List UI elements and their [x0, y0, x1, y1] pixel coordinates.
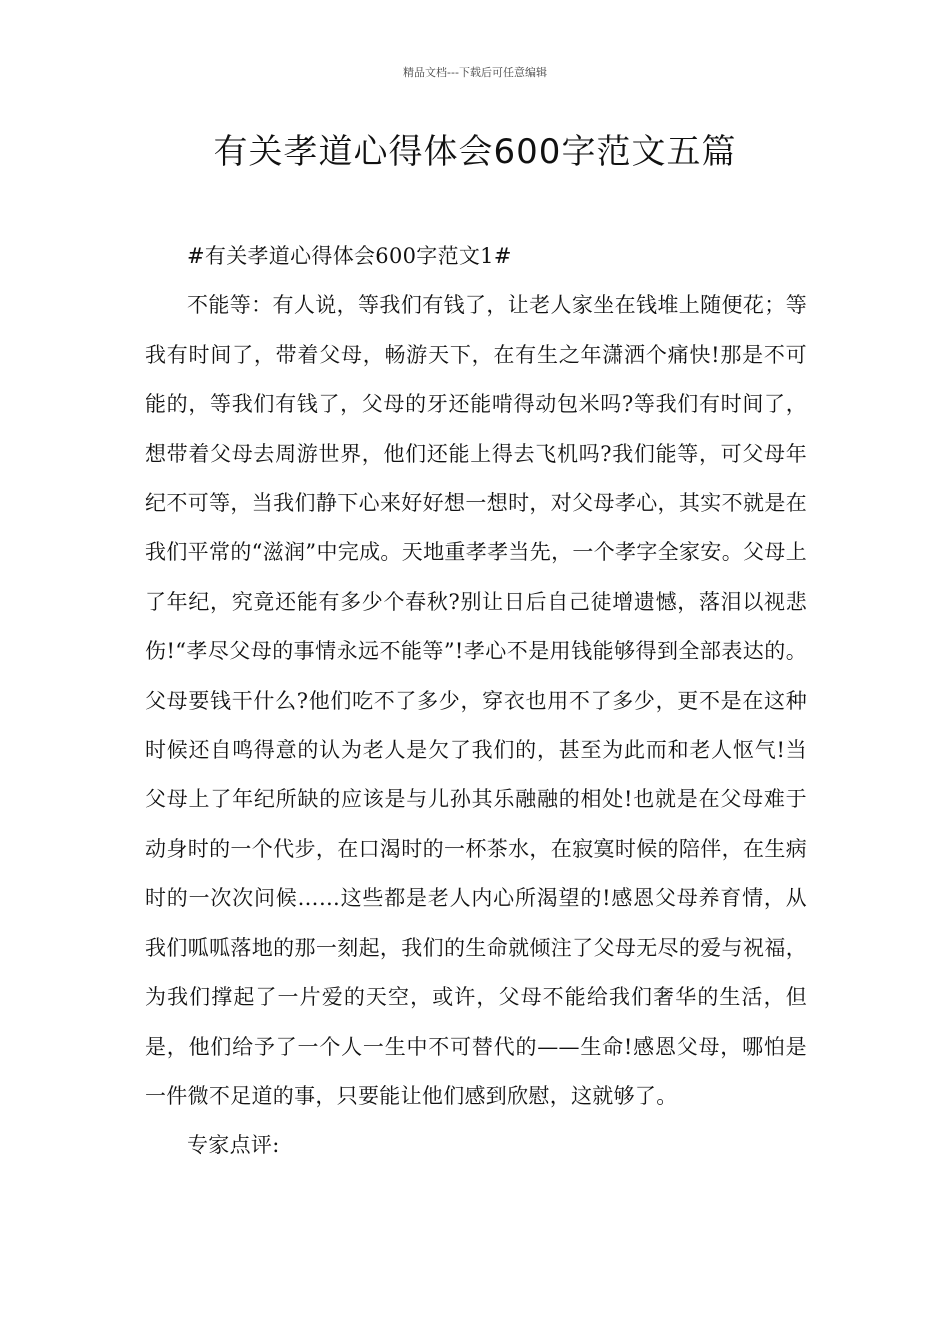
header-note: 精品文档---下载后可任意编辑	[403, 66, 547, 79]
expert-comment-label: 专家点评:	[187, 1133, 280, 1158]
section-heading: #有关孝道心得体会600字范文1#	[187, 244, 512, 268]
document-title: 有关孝道心得体会600字范文五篇	[213, 132, 737, 172]
body-paragraph: 不能等：有人说，等我们有钱了，让老人家坐在钱堆上随便花；等我有时间了，带着父母，畅游天下，在有生之年潇洒个痛快!那是不可能的，等我们有钱了，父母的牙还能啃得动包米吗?等我们有时间了，想带着父母去周游世界，他们还能上得去飞机吗?我们能等，可父母年纪不可等，当我们静下心来好好想一想时，对父母孝心，其实不就是在我们平常的“滋润”中完成。天地重孝孝当先，一个孝字全家安。父母上了年纪，究竟还能有多少个春秋?别让日后自己徒增遗憾，落泪以视悲伤!“孝尽父母的事情永远不能等”!孝心不是用钱能够得到全部表达的。父母要钱干什么?他们吃不了多少，穿衣也用不了多少，更不是在这种时候还自鸣得意的认为老人是欠了我们的，甚至为此而和老人怄气!当父母上了年纪所缺的应该是与儿孙其乐融融的相处!也就是在父母难于动身时的一个代步，在口渴时的一杯茶水，在寂寞时候的陪伴，在生病时的一次次问候……这些都是老人内心所渴望的!感恩父母养育情，从我们呱呱落地的那一刻起，我们的生命就倾注了父母无尽的爱与祝福，为我们撑起了一片爱的天空，或许，父母不能给我们奢华的生活，但是，他们给予了一个人一生中不可替代的——生命!感恩父母，哪怕是一件微不足道的事，只要能让他们感到欣慰，这就够了。	[145, 293, 807, 1108]
document-body	[145, 232, 807, 1171]
